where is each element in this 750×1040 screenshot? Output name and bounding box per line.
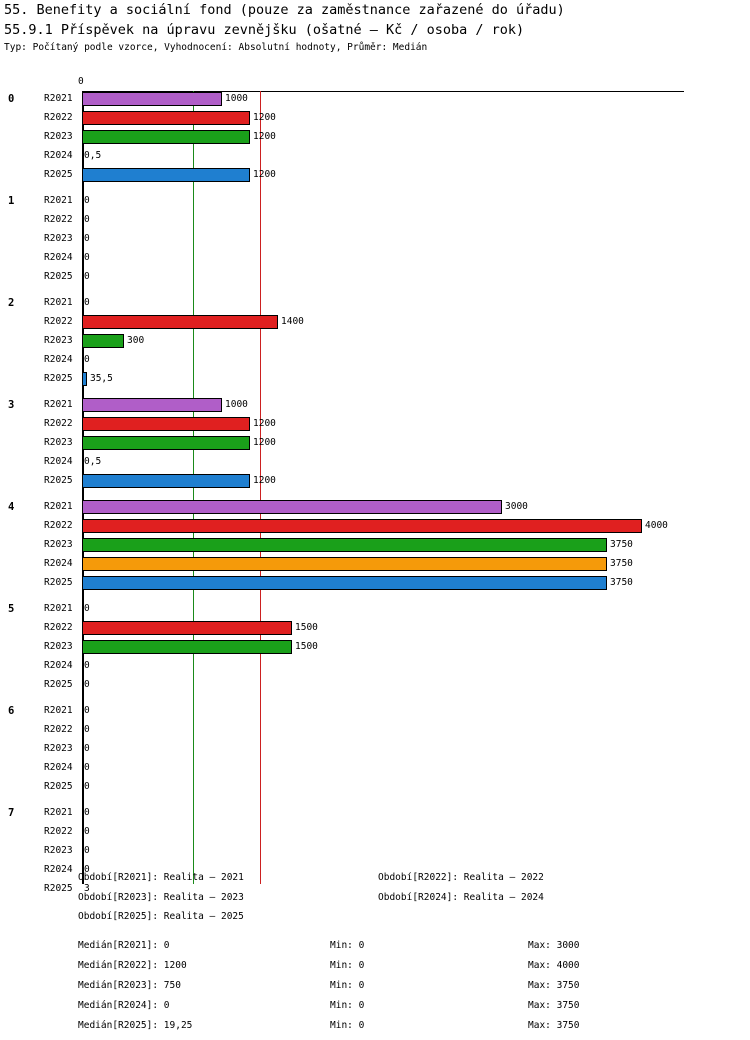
group-label: 3: [8, 399, 15, 411]
chart-bar-row: [0, 619, 750, 637]
bar-value-label: 0: [84, 825, 90, 837]
legend-period-item: Období[R2023]: Realita – 2023: [78, 891, 244, 903]
chart-bar[interactable]: [82, 640, 292, 654]
legend-stat-min: Min: 0: [330, 1020, 365, 1031]
bar-value-label: 0: [84, 232, 90, 244]
chart-bar[interactable]: [82, 621, 292, 635]
chart-bar-row: [0, 638, 750, 656]
bar-category-label: R2021: [44, 705, 73, 716]
group-label: 4: [8, 501, 15, 513]
bar-category-label: R2023: [44, 436, 73, 448]
chart-bar-row: [0, 313, 750, 331]
chart-bar-row: [0, 211, 750, 229]
bar-value-label: 0: [84, 780, 90, 792]
bar-category-label: R2021: [44, 603, 73, 614]
bar-category-label: R2021: [44, 501, 73, 512]
bar-value-label: 0: [84, 807, 90, 818]
legend-stat-max: Max: 3750: [528, 1020, 580, 1031]
legend-stat-median: Medián[R2023]: 750: [78, 980, 181, 991]
bar-value-label: 0: [84, 761, 90, 773]
bar-value-label: 1200: [253, 168, 276, 180]
legend-stat-min: Min: 0: [330, 1000, 365, 1011]
chart-bar-row: [0, 536, 750, 554]
bar-value-label: 0: [84, 723, 90, 735]
bar-category-label: R2022: [44, 723, 73, 735]
chart-bar[interactable]: [82, 474, 250, 488]
chart-bar-row: [0, 128, 750, 146]
bar-value-label: 0: [84, 353, 90, 365]
bar-value-label: 0: [84, 251, 90, 263]
chart-bar-row: [0, 332, 750, 350]
chart-bar[interactable]: [82, 417, 250, 431]
bar-value-label: 1000: [225, 93, 248, 104]
group-label: 1: [8, 195, 15, 207]
chart-bar[interactable]: [82, 576, 607, 590]
chart-bar-row: [0, 574, 750, 592]
bar-value-label: 300: [127, 334, 145, 346]
bar-value-label: 4000: [645, 519, 668, 531]
group-label: 6: [8, 705, 15, 717]
chart-bar-row: [0, 294, 750, 312]
chart-bar-row: [0, 453, 750, 471]
bar-value-label: 0: [84, 844, 90, 856]
bar-category-label: R2025: [44, 270, 73, 282]
bar-value-label: 1200: [253, 436, 276, 448]
bar-value-label: 0: [84, 742, 90, 754]
group-label: 0: [8, 93, 15, 105]
legend-stat-min: Min: 0: [330, 960, 365, 971]
bar-value-label: 1400: [281, 315, 304, 327]
bar-category-label: R2025: [44, 474, 73, 486]
legend-stat-min: Min: 0: [330, 980, 365, 991]
legend-stat-min: Min: 0: [330, 940, 365, 951]
legend-stat-max: Max: 4000: [528, 960, 580, 971]
chart-bar[interactable]: [82, 500, 502, 514]
chart-bar-row: [0, 434, 750, 452]
bar-value-label: 0: [84, 270, 90, 282]
bar-value-label: 0: [84, 705, 90, 716]
bar-category-label: R2024: [44, 149, 73, 161]
chart-bar[interactable]: [82, 92, 222, 106]
bar-category-label: R2025: [44, 780, 73, 792]
bar-category-label: R2024: [44, 659, 73, 671]
bar-value-label: 0: [84, 678, 90, 690]
bar-value-label: 3000: [505, 501, 528, 512]
chart-bar-row: [0, 351, 750, 369]
chart-bar-row: [0, 109, 750, 127]
bar-category-label: R2024: [44, 557, 73, 569]
bar-category-label: R2022: [44, 315, 73, 327]
group-label: 7: [8, 807, 15, 819]
bar-value-label: 1000: [225, 399, 248, 410]
chart-bar[interactable]: [82, 372, 87, 386]
bar-value-label: 0,5: [84, 149, 102, 161]
bar-value-label: 1200: [253, 111, 276, 123]
group-label: 5: [8, 603, 15, 615]
group-label: 2: [8, 297, 15, 309]
bar-category-label: R2023: [44, 334, 73, 346]
legend-stat-max: Max: 3750: [528, 980, 580, 991]
bar-category-label: R2022: [44, 825, 73, 837]
bar-category-label: R2022: [44, 213, 73, 225]
chart-bar[interactable]: [82, 557, 607, 571]
bar-value-label: 0: [84, 213, 90, 225]
chart-bar[interactable]: [82, 168, 250, 182]
chart-bar-row: [0, 370, 750, 388]
chart-bar-row: [0, 823, 750, 841]
chart-bar-row: [0, 249, 750, 267]
chart-bar-row: [0, 498, 750, 516]
bar-value-label: 3750: [610, 557, 633, 569]
bar-value-label: 0: [84, 863, 90, 875]
bar-value-label: 0: [84, 603, 90, 614]
bar-category-label: R2024: [44, 761, 73, 773]
chart-bar-row: [0, 192, 750, 210]
bar-category-label: R2023: [44, 232, 73, 244]
bar-category-label: R2025: [44, 576, 73, 588]
chart-bar-row: [0, 759, 750, 777]
chart-bar[interactable]: [82, 334, 124, 348]
chart-bar-row: [0, 657, 750, 675]
chart-bar-row: [0, 230, 750, 248]
chart-bar-row: [0, 600, 750, 618]
axis-zero-label: 0: [78, 76, 84, 87]
bar-value-label: 35,5: [89, 372, 113, 384]
chart-bar-row: [0, 517, 750, 535]
chart-bar-row: [0, 90, 750, 108]
chart-bar[interactable]: [82, 538, 607, 552]
chart-bar[interactable]: [82, 436, 250, 450]
bar-value-label: 1200: [253, 474, 276, 486]
bar-value-label: 0,5: [84, 455, 102, 467]
bar-category-label: R2025: [44, 882, 73, 894]
chart-bar-row: [0, 778, 750, 796]
chart-bar[interactable]: [82, 519, 642, 533]
bar-value-label: 0: [84, 659, 90, 671]
bar-category-label: R2025: [44, 372, 73, 384]
chart-bar-row: [0, 702, 750, 720]
bar-category-label: R2021: [44, 93, 73, 104]
legend-period-item: Období[R2021]: Realita – 2021: [78, 872, 244, 883]
bar-value-label: 3: [84, 882, 90, 894]
bar-category-label: R2024: [44, 455, 73, 467]
chart-bar-row: [0, 166, 750, 184]
bar-category-label: R2021: [44, 195, 73, 206]
legend-stat-max: Max: 3750: [528, 1000, 580, 1011]
bar-category-label: R2023: [44, 640, 73, 652]
chart-bar-row: [0, 804, 750, 822]
chart-bar-row: [0, 740, 750, 758]
legend-period-item: Období[R2025]: Realita – 2025: [78, 911, 244, 922]
bar-category-label: R2022: [44, 111, 73, 123]
bar-value-label: 0: [84, 195, 90, 206]
page-title-line2: 55.9.1 Příspěvek na úpravu zevnějšku (ošatné – Kč / osoba / rok): [4, 22, 525, 38]
chart-bar-row: [0, 268, 750, 286]
legend-period-item: Období[R2024]: Realita – 2024: [378, 891, 544, 903]
chart-bar[interactable]: [82, 111, 250, 125]
chart-bar[interactable]: [82, 398, 222, 412]
page-subtitle: Typ: Počítaný podle vzorce, Vyhodnocení: Absolutní hodnoty, Průměr: Medián: [4, 42, 428, 53]
bar-value-label: 1500: [295, 621, 318, 633]
bar-category-label: R2023: [44, 844, 73, 856]
chart-bar-row: [0, 472, 750, 490]
page-title-line1: 55. Benefity a sociální fond (pouze za zaměstnance zařazené do úřadu): [4, 2, 565, 18]
bar-category-label: R2021: [44, 399, 73, 410]
bar-category-label: R2022: [44, 519, 73, 531]
chart-bar-row: [0, 415, 750, 433]
legend-period-item: Období[R2022]: Realita – 2022: [378, 872, 544, 883]
bar-value-label: 3750: [610, 576, 633, 588]
chart-bar[interactable]: [82, 315, 278, 329]
bar-category-label: R2022: [44, 417, 73, 429]
bar-category-label: R2021: [44, 807, 73, 818]
chart-bar-row: [0, 555, 750, 573]
bar-category-label: R2023: [44, 538, 73, 550]
bar-category-label: R2024: [44, 353, 73, 365]
bar-category-label: R2021: [44, 297, 73, 308]
legend-stat-max: Max: 3000: [528, 940, 580, 951]
chart-bar[interactable]: [82, 130, 250, 144]
legend-stat-median: Medián[R2025]: 19,25: [78, 1020, 193, 1031]
chart-bar-row: [0, 842, 750, 860]
legend-stat-median: Medián[R2021]: 0: [78, 940, 170, 951]
bar-category-label: R2024: [44, 863, 73, 875]
bar-category-label: R2025: [44, 168, 73, 180]
bar-category-label: R2023: [44, 130, 73, 142]
bar-category-label: R2025: [44, 678, 73, 690]
bar-value-label: 1200: [253, 130, 276, 142]
chart-bar-row: [0, 676, 750, 694]
bar-category-label: R2022: [44, 621, 73, 633]
legend-stat-median: Medián[R2022]: 1200: [78, 960, 187, 971]
bar-value-label: 0: [84, 297, 90, 308]
chart-bar-row: [0, 721, 750, 739]
bar-category-label: R2023: [44, 742, 73, 754]
bar-value-label: 3750: [610, 538, 633, 550]
chart-bar-row: [0, 147, 750, 165]
bar-category-label: R2024: [44, 251, 73, 263]
chart-bar-row: [0, 396, 750, 414]
legend-stat-median: Medián[R2024]: 0: [78, 1000, 170, 1011]
bar-value-label: 1500: [295, 640, 318, 652]
bar-value-label: 1200: [253, 417, 276, 429]
